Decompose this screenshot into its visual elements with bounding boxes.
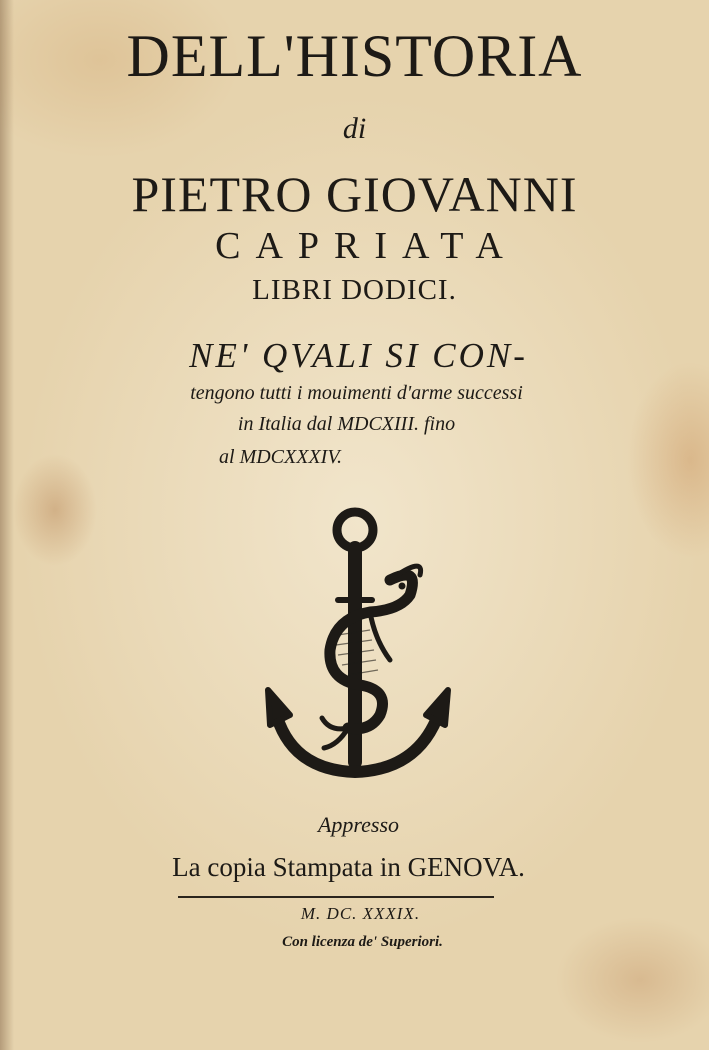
subtitle-line-3: in Italia dal MDCXIII. fino [237,413,456,435]
date-line: M. DC. XXXIX. [300,904,421,923]
author-line-2: CAPRIATA [215,225,518,267]
books-line: LIBRI DODICI. [252,274,457,306]
appresso-line: Appresso [317,812,400,837]
subtitle-line-1: NE' QVALI SI CON- [189,336,528,375]
subtitle-line-4: al MDCXXXIV. [219,446,342,468]
anchor-dolphin-icon [250,500,470,800]
page-edge-shadow [0,0,14,1050]
imprint-rule [178,896,494,898]
title-line-1: DELL'HISTORIA [126,23,583,89]
subtitle-line-2: tengono tutti i mouimenti d'arme successi [190,382,523,404]
imprint-line: La copia Stampata in GENOVA. [172,852,525,882]
author-line-1: PIETRO GIOVANNI [131,166,578,222]
license-line: Con licenza de' Superiori. [282,934,443,950]
title-di: di [342,112,367,145]
